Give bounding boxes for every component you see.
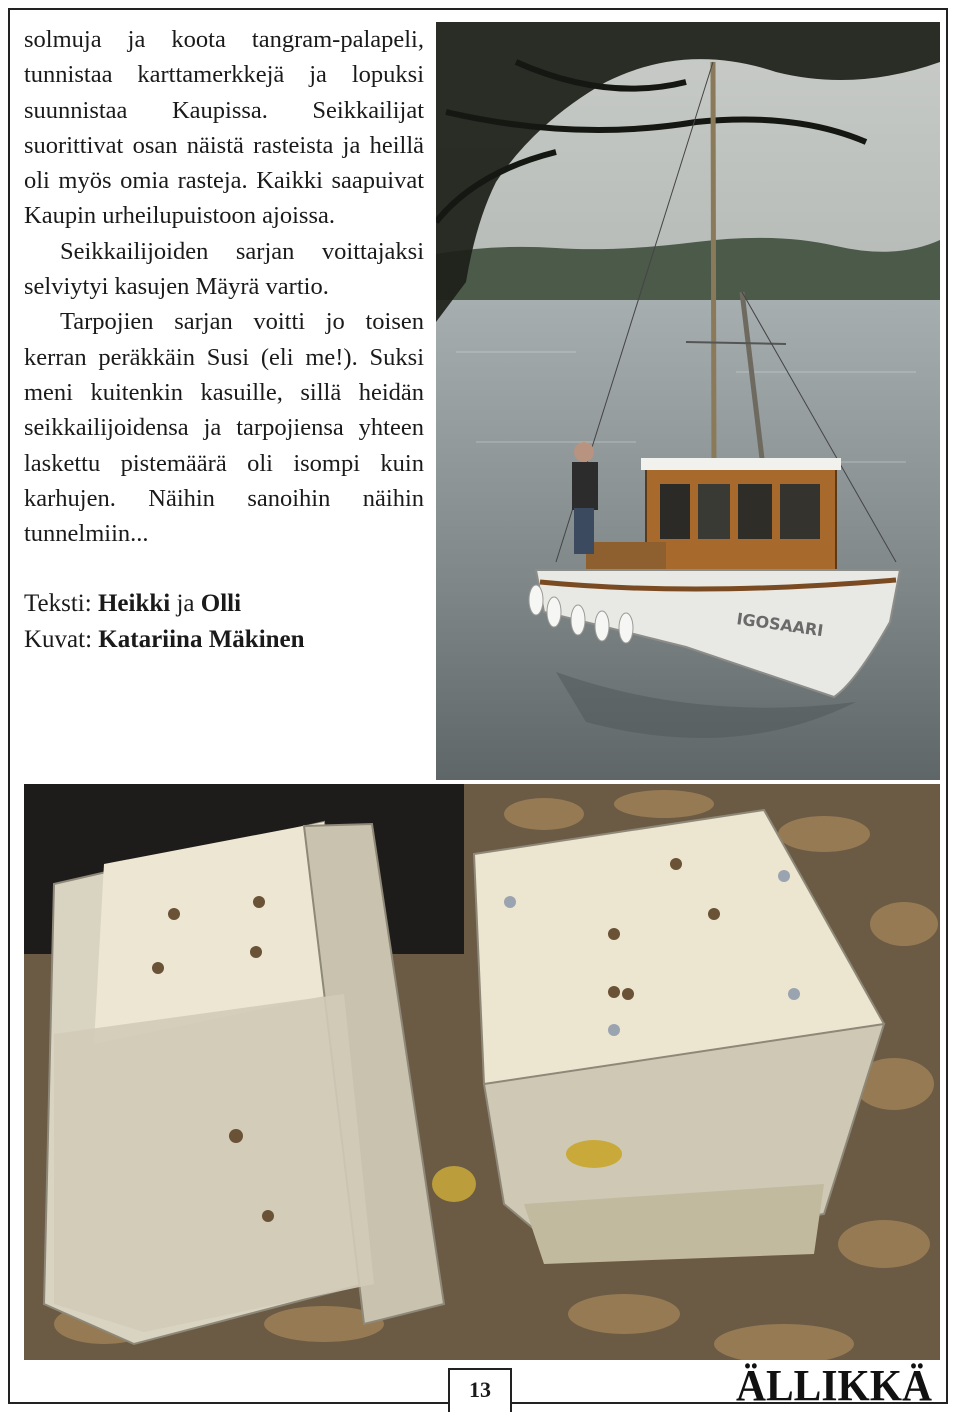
boat-hull-name: IGOSAARI	[735, 609, 825, 641]
credits	[24, 586, 424, 658]
boat-photo	[436, 22, 940, 780]
photo-credit-label: Kuvat:	[24, 626, 93, 654]
author-olli: Olli	[200, 590, 242, 618]
photographer-name: Katariina Mäkinen	[98, 626, 305, 654]
boxes-photo	[24, 784, 940, 1360]
boxes-photo-image	[24, 784, 940, 1360]
allikka-logo	[736, 1356, 936, 1408]
text-credit-label: Teksti:	[24, 590, 92, 618]
paragraph-3: Tarpojien sarjan voitti jo toisen kerran peräkkäin Susi (eli me!). Suksi meni kuitenkin kasuille, sillä heidän seikkailijoidensa ja tarpojiensa yhteen laskettu pistemäärä oli isompi kuin karhujen. Näihin sanoihin näihin tunnelmiin...	[24, 308, 424, 548]
logo-wordmark: ÄLLIKKÄ	[736, 1361, 933, 1408]
paragraph-1: solmuja ja koota tangram-palapeli, tunnistaa karttamerkkejä ja lopuksi suunnistaa Kaupissa. Seikkailijat suorittivat osan näistä rasteista ja heillä oli myös omia rasteja. Kaikki saapuivat Kaupin urheilupuistoon ajoissa.	[24, 26, 424, 230]
photo-credit	[24, 622, 424, 658]
page-number: 13	[448, 1368, 512, 1412]
paragraph-2: Seikkailijoiden sarjan voittajaksi selviytyi kasujen Mäyrä vartio.	[24, 237, 424, 301]
author-heikki: Heikki	[97, 590, 171, 618]
boat-photo-image	[436, 22, 940, 780]
article-text	[24, 22, 424, 658]
credit-conjunction: ja	[176, 590, 195, 618]
text-credit	[24, 586, 424, 622]
